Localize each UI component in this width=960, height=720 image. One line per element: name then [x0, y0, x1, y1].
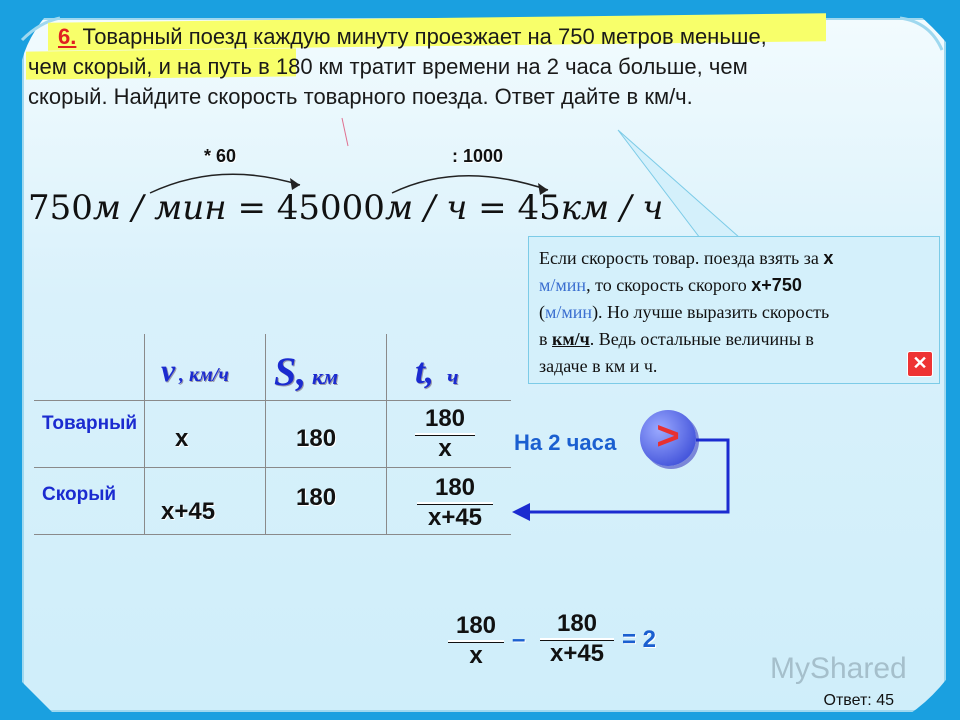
- close-icon[interactable]: ✕: [907, 351, 933, 377]
- row1-t-num: 180: [415, 405, 475, 435]
- unit-km-h: км / ч: [560, 188, 664, 228]
- equation-den-2: x+45: [549, 640, 605, 667]
- watermark: MyShared: [770, 652, 907, 685]
- row2-t-den: x+45: [427, 504, 483, 531]
- answer-text: Ответ: 45: [823, 692, 894, 709]
- header-s-unit: км: [312, 364, 339, 389]
- equation-fraction-2: [540, 610, 614, 668]
- equation-den-1: x: [469, 642, 483, 669]
- row2-s: 180: [296, 484, 337, 511]
- problem-text-2: чем скорый, и на путь в 180 км тратит времени на 2 часа больше, чем: [28, 54, 748, 79]
- value-750: 750: [28, 188, 93, 228]
- equation-num-1: 180: [448, 612, 504, 642]
- equals-1: =: [226, 188, 277, 228]
- row1-s: 180: [296, 425, 337, 452]
- note-km-h: км/ч: [552, 329, 590, 349]
- header-s-symbol: S,: [274, 349, 307, 394]
- note-in: в: [539, 329, 552, 349]
- equation-num-2: 180: [540, 610, 614, 640]
- note-line5: задаче в км и ч.: [539, 356, 658, 376]
- value-45: 45: [517, 188, 561, 228]
- note-paren: (: [539, 302, 545, 322]
- equation-fraction-1: [448, 612, 504, 670]
- note-line4: . Ведь остальные величины в: [589, 329, 814, 349]
- equation-rhs: = 2: [622, 626, 657, 653]
- equation-minus: –: [512, 626, 526, 653]
- note-x: x: [823, 248, 834, 268]
- note-line2: , то скорость скорого: [586, 275, 752, 295]
- note-unit-m-min: м/мин: [539, 275, 587, 295]
- note-line3: ). Но лучше выразить скорость: [592, 302, 830, 322]
- header-t-symbol: t,: [415, 351, 435, 391]
- comparison-label: На 2 часа: [514, 430, 617, 455]
- op-multiply-60: * 60: [204, 146, 237, 166]
- row2-label: Скорый: [42, 484, 117, 505]
- note-line1: Если скорость товар. поезда взять за: [539, 248, 824, 268]
- note-unit-m-min-2: м/мин: [545, 302, 593, 322]
- op-divide-1000: : 1000: [452, 146, 504, 166]
- value-45000: 45000: [276, 188, 385, 228]
- row2-t-num: 180: [417, 474, 493, 504]
- unit-m-min: м / мин: [92, 188, 227, 228]
- problem-text-1: Товарный поезд каждую минуту проезжает на 750 метров меньше,: [76, 24, 767, 49]
- row1-v: x: [175, 425, 189, 452]
- row1-t-den: x: [438, 435, 452, 462]
- header-t-unit: ч: [447, 364, 459, 389]
- equals-2: =: [467, 188, 518, 228]
- row2-v: x+45: [161, 498, 216, 525]
- problem-text-3: скорый. Найдите скорость товарного поезда. Ответ дайте в км/ч.: [28, 84, 693, 109]
- greater-than-button[interactable]: >: [640, 410, 696, 466]
- header-v-symbol: v: [161, 352, 176, 388]
- note-x750: x+750: [751, 275, 802, 295]
- header-v-unit: , км/ч: [179, 364, 229, 386]
- problem-number: 6.: [58, 24, 77, 49]
- unit-m-h: м / ч: [384, 188, 468, 228]
- row1-label: Товарный: [42, 413, 137, 434]
